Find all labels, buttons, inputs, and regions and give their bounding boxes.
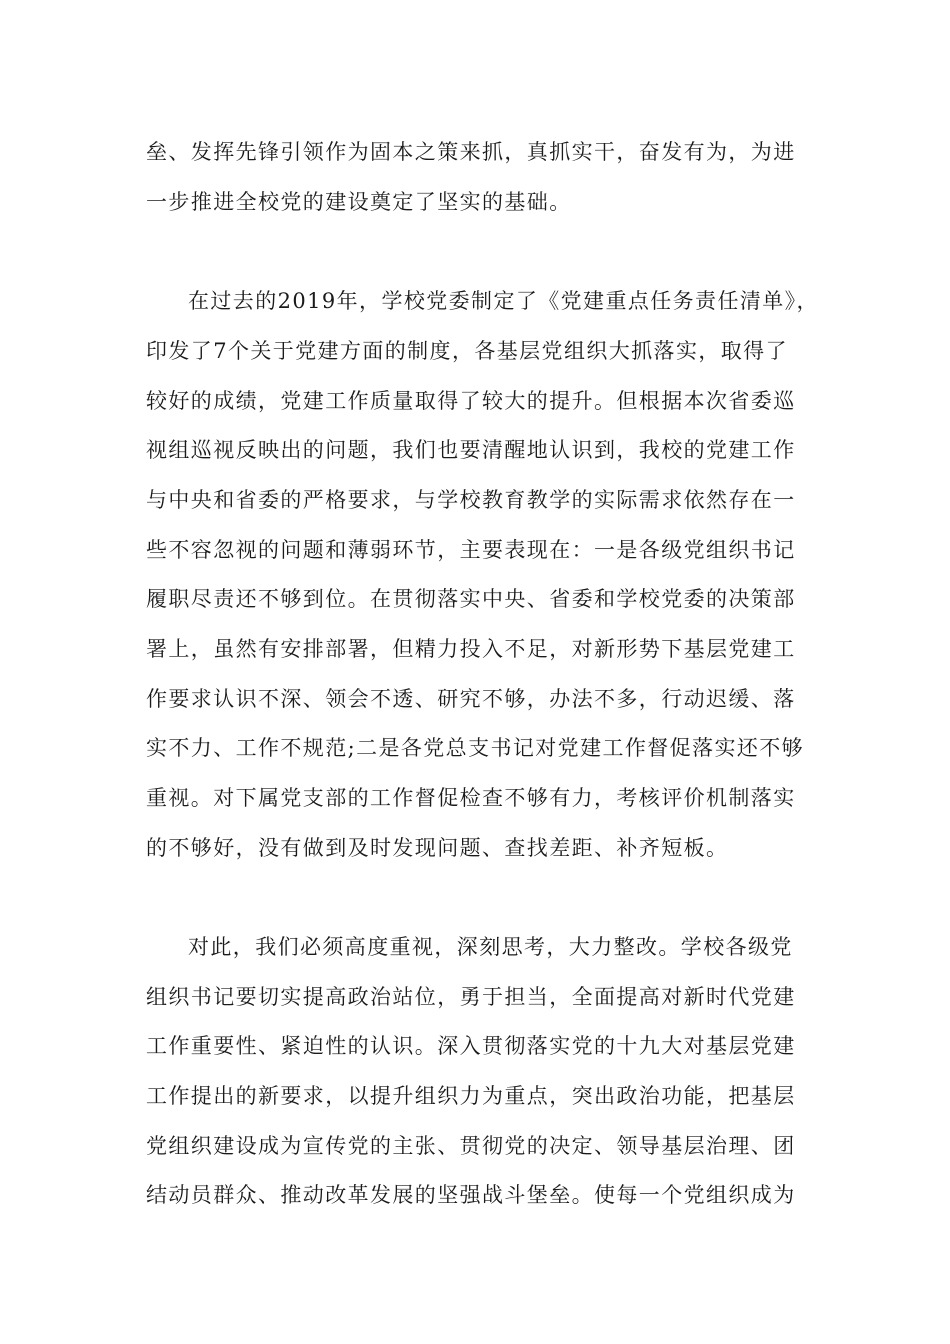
- paragraph-2-line-6: 些不容忽视的问题和薄弱环节，主要表现在：一是各级党组织书记: [146, 538, 796, 562]
- paragraph-3-line-5: 党组织建设成为宣传党的主张、贯彻党的决定、领导基层治理、团: [146, 1134, 796, 1158]
- paragraph-1-line-2: 一步推进全校党的建设奠定了坚实的基础。: [146, 190, 572, 214]
- paragraph-2-line-9: 作要求认识不深、领会不透、研究不够，办法不多，行动迟缓、落: [146, 687, 796, 711]
- paragraph-3-line-1: 对此，我们必须高度重视，深刻思考，大力整改。学校各级党: [188, 935, 793, 959]
- paragraph-2-line-4: 视组巡视反映出的问题，我们也要清醒地认识到，我校的党建工作: [146, 438, 796, 462]
- paragraph-3-line-2: 组织书记要切实提高政治站位，勇于担当，全面提高对新时代党建: [146, 985, 796, 1009]
- paragraph-3-line-3: 工作重要性、紧迫性的认识。深入贯彻落实党的十九大对基层党建: [146, 1034, 796, 1058]
- paragraph-1-line-1: 垒、发挥先锋引领作为固本之策来抓，真抓实干，奋发有为，为进: [146, 140, 796, 164]
- paragraph-2-line-3: 较好的成绩，党建工作质量取得了较大的提升。但根据本次省委巡: [146, 389, 796, 413]
- paragraph-2-line-1: 在过去的2019年，学校党委制定了《党建重点任务责任清单》，: [188, 289, 819, 313]
- paragraph-2-line-7: 履职尽责还不够到位。在贯彻落实中央、省委和学校党委的决策部: [146, 587, 796, 611]
- paragraph-2-line-12: 的不够好，没有做到及时发现问题、查找差距、补齐短板。: [146, 836, 729, 860]
- paragraph-3-line-4: 工作提出的新要求，以提升组织力为重点，突出政治功能，把基层: [146, 1084, 796, 1108]
- paragraph-2-line-5: 与中央和省委的严格要求，与学校教育教学的实际需求依然存在一: [146, 488, 796, 512]
- paragraph-2-line-10: 实不力、工作不规范;二是各党总支书记对党建工作督促落实还不够: [146, 736, 805, 760]
- paragraph-2-line-11: 重视。对下属党支部的工作督促检查不够有力，考核评价机制落实: [146, 786, 796, 810]
- paragraph-2-line-2: 印发了7个关于党建方面的制度，各基层党组织大抓落实，取得了: [146, 339, 788, 363]
- paragraph-2-line-8: 署上，虽然有安排部署，但精力投入不足，对新形势下基层党建工: [146, 637, 796, 661]
- paragraph-3-line-6: 结动员群众、推动改革发展的坚强战斗堡垒。使每一个党组织成为: [146, 1183, 796, 1207]
